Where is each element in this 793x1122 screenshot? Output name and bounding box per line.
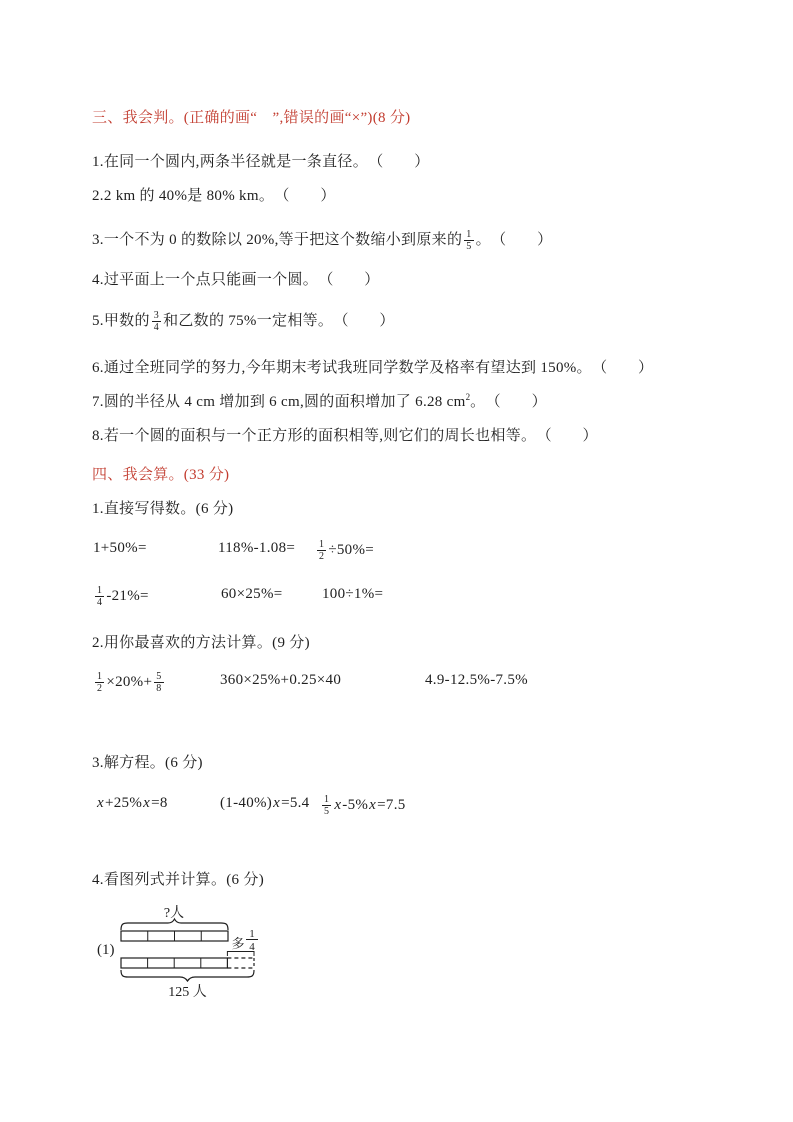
fraction-5-8: $\frac{5}{8}$	[156, 671, 162, 694]
calc-sub4-title: 4.看图列式并计算。(6 分)	[92, 872, 264, 888]
judge-item-3-text: 3.一个不为 0 的数除以 20%,等于把这个数缩小到原来的	[92, 231, 463, 248]
calc-row2-cell1	[93, 585, 149, 608]
equation-2-head: (1-40%)	[220, 795, 273, 811]
judge-item-7	[92, 392, 547, 413]
judge-item-8: 8.若一个圆的面积与一个正方形的面积相等,则它们的周长也相等。 （ ）	[92, 428, 598, 444]
judge-item-6: 6.通过全班同学的努力,今年期末考试我班同学数学及格率有望达到 150%。 （ ）	[92, 360, 654, 376]
equation-3-mid: -5%	[342, 796, 369, 813]
diagram-more-fraction-den: 4	[249, 941, 255, 953]
variable-x: x	[143, 795, 151, 811]
diagram-top-label: ?人	[163, 906, 185, 921]
judge-item-5-tail: 和乙数的 75%一定相等。 （ ）	[163, 312, 395, 329]
equation-3	[320, 794, 406, 817]
calc-row1-cell2: 118%-1.08=	[218, 540, 296, 556]
diagram-total-label: 125 人	[168, 985, 207, 1000]
equation-3-tail: =7.5	[377, 796, 406, 813]
calc-row1-cell3-tail: ÷50%=	[328, 541, 374, 558]
squared-superscript: 2	[465, 392, 471, 402]
fraction-1-2: $\frac{1}{2}$	[97, 671, 103, 694]
judge-item-7-text: 7.圆的半径从 4 cm 增加到 6 cm,圆的面积增加了 6.28 cm	[92, 394, 466, 410]
calc-row3-cell1	[93, 671, 166, 694]
diagram-index: (1)	[97, 942, 115, 958]
diagram-more-fraction-num: 1	[249, 928, 255, 940]
judge-item-7-tail: 。 （ ）	[470, 394, 547, 410]
fraction-1-2: $\frac{1}{2}$	[319, 539, 325, 562]
judge-item-1: 1.在同一个圆内,两条半径就是一条直径。 （ ）	[92, 154, 430, 170]
calc-row2-cell1-tail: -21%=	[106, 587, 149, 604]
section-judge-heading: 三、我会判。(正确的画“ ”,错误的画“×”)(8 分)	[92, 110, 411, 126]
judge-item-3	[92, 229, 552, 252]
fraction-1-4: $\frac{1}{4}$	[97, 585, 103, 608]
equation-1-tail: =8	[151, 795, 168, 811]
variable-x: x	[369, 796, 377, 813]
judge-item-5-text: 5.甲数的	[92, 312, 150, 329]
calc-row2-cell3: 100÷1%=	[322, 586, 384, 602]
calc-sub1-title: 1.直接写得数。(6 分)	[92, 501, 234, 517]
calc-sub2-title: 2.用你最喜欢的方法计算。(9 分)	[92, 635, 310, 651]
section-calc-heading: 四、我会算。(33 分)	[92, 467, 230, 483]
bottom-brace	[121, 970, 254, 981]
bar-diagram	[88, 898, 308, 1008]
equation-2	[220, 794, 309, 814]
fraction-1-5: $\frac{1}{5}$	[466, 229, 472, 252]
equation-1-mid: +25%	[104, 795, 143, 811]
calc-row1-cell3	[315, 539, 374, 562]
equation-1	[96, 794, 168, 814]
calc-sub3-title: 3.解方程。(6 分)	[92, 755, 203, 771]
calc-row3-cell1-mid: ×20%+	[106, 673, 153, 690]
fraction-1-5: $\frac{1}{5}$	[324, 794, 330, 817]
judge-item-3-tail: 。 （ ）	[475, 231, 553, 248]
equation-2-tail: =5.4	[281, 795, 310, 811]
calc-row2-cell2: 60×25%=	[221, 586, 283, 602]
fraction-3-4: $\frac{3}{4}$	[153, 310, 160, 333]
diagram-more-label: 多	[231, 936, 245, 951]
judge-item-2: 2.2 km 的 40%是 80% km。 （ ）	[92, 188, 336, 204]
calc-row1-cell1: 1+50%=	[93, 540, 147, 556]
variable-x: x	[334, 796, 342, 813]
variable-x: x	[97, 795, 104, 811]
calc-row3-cell2: 360×25%+0.25×40	[220, 672, 342, 688]
variable-x: x	[273, 795, 281, 811]
judge-item-4: 4.过平面上一个点只能画一个圆。 （ ）	[92, 272, 380, 288]
judge-item-5	[92, 310, 395, 333]
calc-row3-cell3: 4.9-12.5%-7.5%	[425, 672, 528, 688]
